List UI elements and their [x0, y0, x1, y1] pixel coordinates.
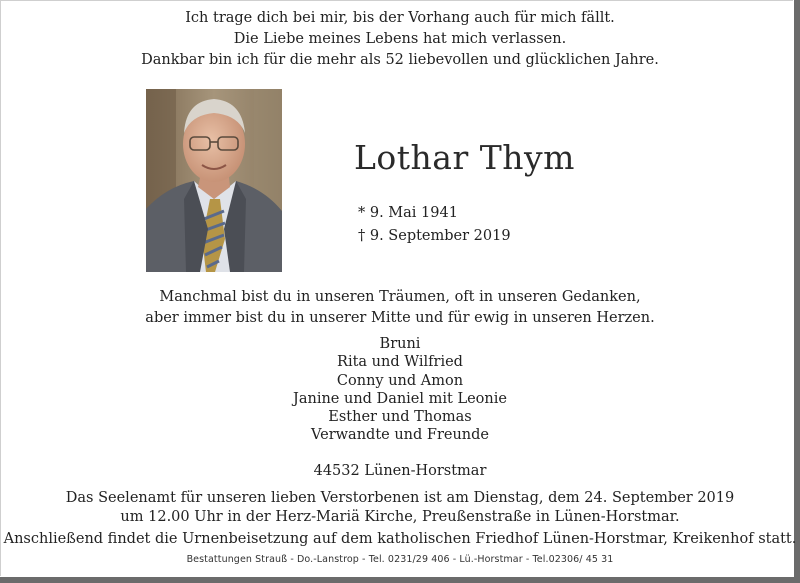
opening-quote	[0, 8, 800, 71]
memorial-quote	[0, 287, 800, 329]
birth-date: * 9. Mai 1941	[358, 205, 458, 221]
card-shadow-bottom	[0, 577, 800, 583]
memorial-quote-line: Manchmal bist du in unseren Träumen, oft in unseren Gedanken,	[159, 289, 641, 305]
service-notice-line: um 12.00 Uhr in der Herz-Mariä Kirche, Preußenstraße in Lünen-Horstmar.	[120, 509, 680, 525]
service-notice	[0, 489, 800, 527]
place-line: 44532 Lünen-Horstmar	[313, 463, 487, 479]
burial-notice: Anschließend findet die Urnenbeisetzung auf dem katholischen Friedhof Lünen-Horstmar, Kreikenhof statt.	[3, 531, 797, 547]
memorial-quote-line: aber immer bist du in unserer Mitte und für ewig in unseren Herzen.	[145, 310, 655, 326]
opening-quote-line: Dankbar bin ich für die mehr als 52 liebevollen und glücklichen Jahre.	[141, 52, 659, 68]
mourners-list	[0, 335, 800, 445]
portrait-photo	[146, 89, 282, 272]
service-notice-line: Das Seelenamt für unseren lieben Verstorbenen ist am Dienstag, dem 24. September 2019	[65, 490, 735, 506]
funeral-home-footer: Bestattungen Strauß - Do.-Lanstrop - Tel. 0231/29 406 - Lü.-Horstmar - Tel.02306/ 45 31	[186, 554, 614, 565]
mourner-entry: Janine und Daniel mit Leonie	[293, 390, 507, 407]
mourner-entry: Bruni	[379, 336, 421, 352]
opening-quote-line: Die Liebe meines Lebens hat mich verlassen.	[233, 31, 567, 47]
mourner-entry: Conny und Amon	[336, 372, 464, 389]
deceased-name: Lothar Thym	[354, 138, 575, 177]
mourner-entry: Verwandte und Freunde	[310, 427, 490, 444]
opening-quote-line: Ich trage dich bei mir, bis der Vorhang auch für mich fällt.	[185, 10, 615, 26]
mourner-entry: Esther und Thomas	[328, 409, 472, 426]
mourner-entry: Rita und Wilfried	[337, 354, 463, 371]
death-date: † 9. September 2019	[358, 228, 511, 244]
